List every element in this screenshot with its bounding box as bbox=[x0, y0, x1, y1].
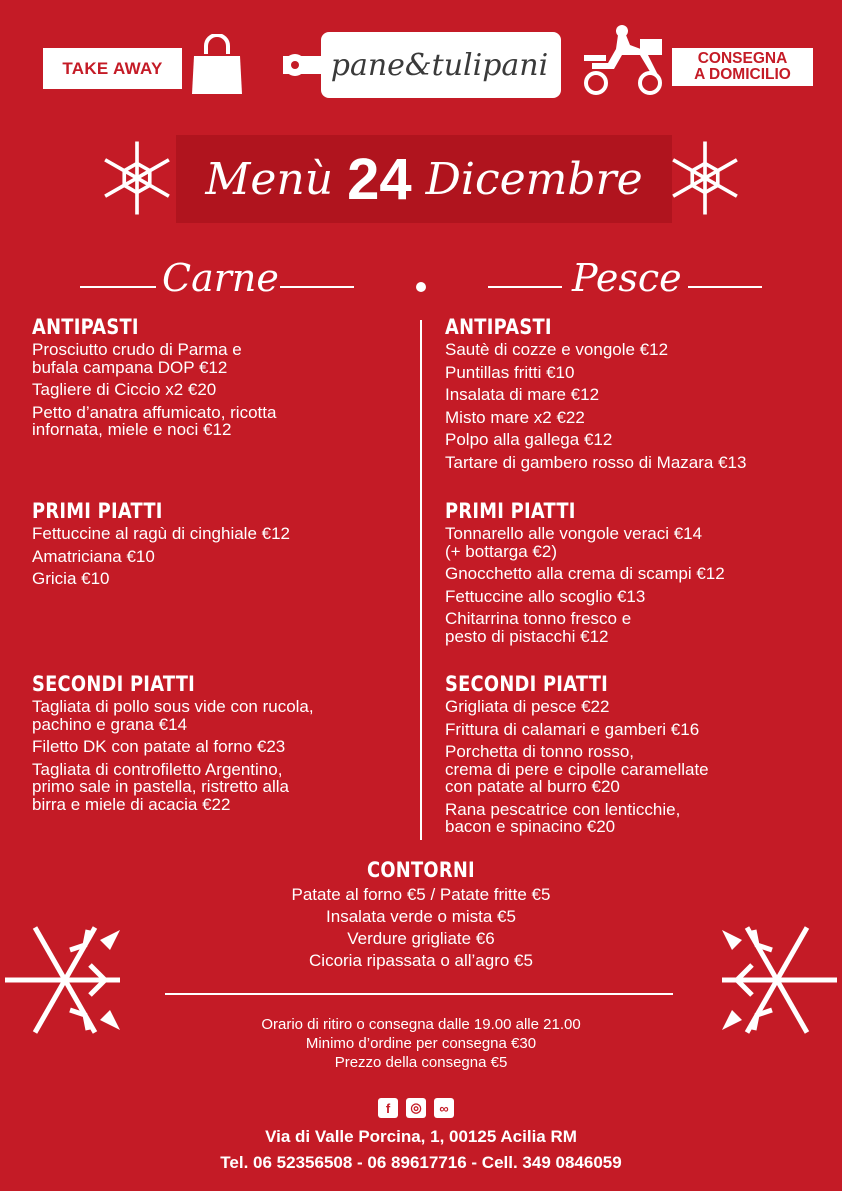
menu-item: Rana pescatrice con lenticchie, bacon e spinacino €20 bbox=[445, 799, 681, 836]
scooter-icon bbox=[582, 25, 668, 95]
menu-item: Tagliere di Ciccio x2 €20 bbox=[32, 380, 217, 399]
menu-item: Porchetta di tonno rosso, crema di pere e cipolle caramellate con patate al burro €20 bbox=[445, 742, 709, 796]
menu-item: Verdure grigliate €6 bbox=[347, 929, 495, 948]
snowflake-icon bbox=[96, 133, 178, 223]
menu-item: Prosciutto crudo di Parma e bufala campana DOP €12 bbox=[32, 340, 242, 377]
carne-antipasti bbox=[32, 315, 412, 444]
address: Via di Valle Porcina, 1, 00125 Acilia RM bbox=[265, 1127, 577, 1146]
section-title: PRIMI PIATTI bbox=[445, 499, 576, 523]
info-line: Prezzo della consegna €5 bbox=[334, 1054, 508, 1071]
snowflake-icon bbox=[0, 850, 130, 1110]
section-title: SECONDI PIATTI bbox=[445, 672, 609, 696]
menu-item: Petto d’anatra affumicato, ricotta infornata, miele e noci €12 bbox=[32, 402, 277, 439]
heading-rule bbox=[280, 286, 354, 288]
instagram-icon[interactable]: ◎ bbox=[406, 1098, 426, 1118]
menu-item: Tagliata di controfiletto Argentino, primo sale in pastella, ristretto alla birra e miele di acacia €22 bbox=[32, 759, 290, 814]
contact-info bbox=[100, 1124, 742, 1176]
pesce-secondi bbox=[445, 672, 835, 841]
delivery-line-2: A DOMICILIO bbox=[694, 66, 791, 83]
shopping-bag-icon bbox=[190, 34, 244, 96]
section-title: ANTIPASTI bbox=[32, 315, 139, 339]
takeaway-badge: TAKE AWAY bbox=[43, 48, 182, 89]
menu-item: Fettuccine allo scoglio €13 bbox=[445, 586, 646, 606]
pesce-antipasti bbox=[445, 315, 835, 476]
section-title: SECONDI PIATTI bbox=[32, 672, 196, 696]
menu-item: Puntillas fritti €10 bbox=[445, 362, 575, 382]
menu-item: Misto mare x2 €22 bbox=[445, 407, 585, 427]
title-number: 24 bbox=[347, 146, 412, 212]
page-title bbox=[176, 135, 672, 223]
title-prefix: Menù bbox=[205, 153, 334, 205]
menu-item: Cicoria ripassata o all’agro €5 bbox=[309, 951, 533, 970]
menu-item: Fettuccine al ragù di cinghiale €12 bbox=[32, 524, 290, 543]
menu-item: Tonnarello alle vongole veraci €14 (+ bottarga €2) bbox=[445, 524, 703, 561]
menu-item: Tagliata di pollo sous vide con rucola, pachino e grana €14 bbox=[32, 697, 314, 734]
snowflake-icon bbox=[712, 850, 842, 1110]
snowflake-icon bbox=[664, 133, 746, 223]
section-title: ANTIPASTI bbox=[445, 315, 552, 339]
heading-rule bbox=[488, 286, 562, 288]
phone-numbers: Tel. 06 52356508 - 06 89617716 - Cell. 349 0846059 bbox=[220, 1153, 622, 1172]
menu-item: Grigliata di pesce €22 bbox=[445, 697, 610, 716]
menu-item: Insalata di mare €12 bbox=[445, 385, 600, 404]
social-links bbox=[378, 1098, 454, 1118]
footer-rule bbox=[165, 993, 673, 995]
contorni-section bbox=[170, 858, 672, 974]
column-heading-carne: Carne bbox=[162, 256, 279, 300]
menu-item: Amatriciana €10 bbox=[32, 546, 155, 566]
menu-item: Insalata verde o mista €5 bbox=[326, 907, 516, 926]
column-separator-dot bbox=[416, 282, 426, 292]
menu-item: Polpo alla gallega €12 bbox=[445, 430, 613, 449]
menu-item: Tartare di gambero rosso di Mazara €13 bbox=[445, 452, 747, 472]
title-suffix: Dicembre bbox=[425, 153, 643, 205]
section-title: PRIMI PIATTI bbox=[32, 499, 163, 523]
column-heading-pesce: Pesce bbox=[572, 256, 682, 300]
carne-secondi bbox=[32, 672, 412, 818]
heading-rule bbox=[80, 286, 156, 288]
menu-item: Patate al forno €5 / Patate fritte €5 bbox=[291, 885, 551, 904]
menu-item: Gnocchetto alla crema di scampi €12 bbox=[445, 564, 725, 583]
menu-item: Gricia €10 bbox=[32, 569, 110, 588]
menu-item: Frittura di calamari e gamberi €16 bbox=[445, 719, 700, 739]
pesce-primi bbox=[445, 499, 835, 650]
delivery-badge bbox=[672, 48, 813, 86]
carne-primi bbox=[32, 499, 412, 593]
delivery-line-1: CONSEGNA bbox=[697, 50, 788, 67]
facebook-icon[interactable]: f bbox=[378, 1098, 398, 1118]
section-title: CONTORNI bbox=[367, 858, 475, 882]
menu-item: Sautè di cozze e vongole €12 bbox=[445, 340, 669, 359]
column-divider bbox=[420, 320, 422, 840]
menu-item: Chitarrina tonno fresco e pesto di pistacchi €12 bbox=[445, 609, 632, 646]
info-line: Orario di ritiro o consegna dalle 19.00 alle 21.00 bbox=[261, 1016, 581, 1033]
menu-item: Filetto DK con patate al forno €23 bbox=[32, 737, 286, 756]
logo-text: pane&tulipani bbox=[330, 47, 549, 83]
tripadvisor-icon[interactable]: ∞ bbox=[434, 1098, 454, 1118]
info-line: Minimo d’ordine per consegna €30 bbox=[305, 1035, 537, 1052]
heading-rule bbox=[688, 286, 762, 288]
delivery-info bbox=[170, 1015, 672, 1072]
